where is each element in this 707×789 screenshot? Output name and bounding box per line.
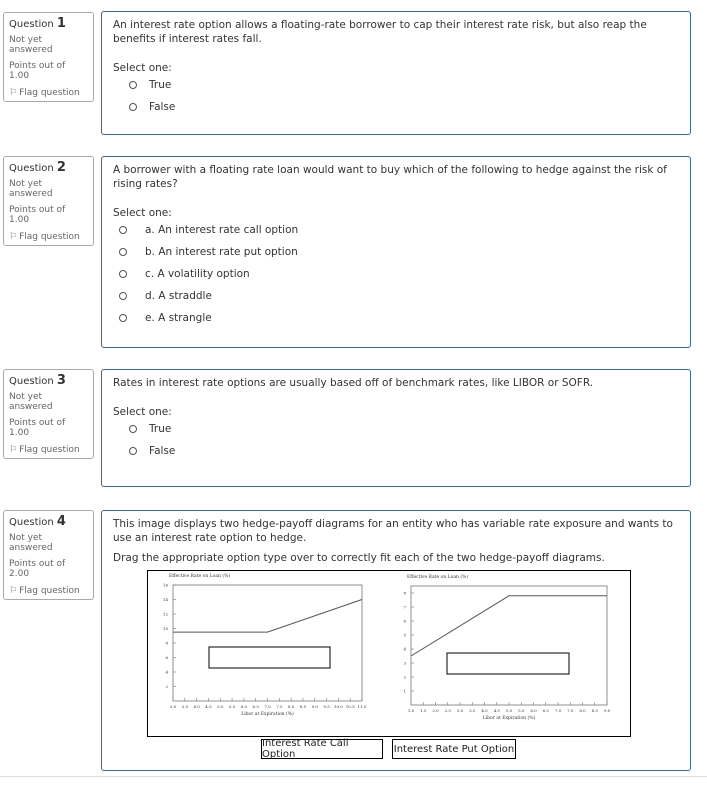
chart2-x-tick-label: 8.5 [591,708,598,713]
question-points: Points out of 1.00 [9,61,66,81]
chart2-y-tick-label: 5 [403,632,406,638]
drag-item-put-option[interactable]: Interest Rate Put Option [392,739,516,759]
chart2-x-tick-label: 4.0 [481,708,488,713]
select-one-prompt: Select one: [113,207,172,219]
chart2-x-tick-label: 7.5 [567,708,574,713]
question-instruction: Drag the appropriate option type over to correctly fit each of the two hedge-payoff diagrams. [113,552,605,564]
flag-question-button[interactable]: ⚐ Flag question [9,88,80,98]
chart1-x-tick-label: 9.5 [323,704,330,709]
question-number: Question 1 [9,16,66,31]
answer-option-true[interactable]: True [113,418,679,440]
radio-button[interactable] [119,314,127,322]
hedge-payoff-diagrams [147,570,631,737]
radio-button[interactable] [119,292,127,300]
answer-option-a[interactable]: a. An interest rate call option [113,219,679,241]
question-points: Points out of 1.00 [9,205,66,225]
chart1-y-tick-label: 8 [165,640,168,646]
question-info-4 [3,510,94,600]
chart1-y-tick-label: 10 [162,626,168,631]
chart2-plot-frame [411,586,607,705]
chart2-y-tick-label: 3 [403,660,406,666]
chart1-x-axis-label: Libor at Expiration (%) [241,712,294,717]
answer-option-false[interactable]: False [113,440,679,462]
flag-question-button[interactable]: ⚐ Flag question [9,445,80,455]
chart1-y-tick-label: 4 [165,669,168,675]
radio-button[interactable] [119,270,127,278]
chart2-x-tick-label: 6.5 [542,708,549,713]
answer-option-c[interactable]: c. A volatility option [113,263,679,285]
chart1-x-tick-label: 3.5 [181,704,188,709]
chart1-y-tick-label: 16 [162,582,168,588]
chart2-x-tick-label: 1.0 [407,708,415,713]
chart2-x-tick-label: 7.0 [554,708,562,713]
chart1-drop-zone[interactable] [209,647,330,668]
chart1-x-tick-label: 8.5 [299,704,307,709]
question-text: This image displays two hedge-payoff diagrams for an entity who has variable rate exposure and wants to use an interest rate option to hedge. [113,518,673,544]
chart1-x-tick-label: 7.0 [264,704,271,709]
radio-button[interactable] [129,81,137,89]
question-state: Not yet answered [9,533,53,553]
chart2-x-tick-label: 2.5 [444,708,451,713]
answer-option-b[interactable]: b. An interest rate put option [113,241,679,263]
chart1-y-tick-label: 2 [165,684,168,689]
flag-question-button[interactable]: ⚐ Flag question [9,232,80,242]
question-content-1 [101,11,691,135]
chart1-x-tick-label: 11.0 [357,704,367,709]
chart2-x-tick-label: 3.5 [469,708,476,713]
question-number: Question 3 [9,373,66,388]
chart1-x-tick-label: 5.5 [228,704,236,709]
question-info-2 [3,156,94,246]
chart2-x-tick-label: 8.0 [579,708,586,713]
chart2-x-tick-label: 9.0 [603,708,611,713]
chart1-y-tick-label: 6 [165,655,168,660]
question-text: An interest rate option allows a floating-rate borrower to cap their interest rate risk, but also reap the benefits if interest rates fall. [113,19,647,45]
chart1-x-tick-label: 6.5 [252,704,259,709]
chart1-x-tick-label: 10.5 [345,704,355,709]
radio-button[interactable] [129,447,137,455]
chart2-x-axis-label: Libor at Expiration (%) [482,716,536,721]
chart2-x-tick-label: 6.0 [530,708,537,713]
chart2-y-tick-label: 7 [403,604,406,610]
flag-icon: ⚐ [9,586,18,596]
question-text: Rates in interest rate options are usually based off of benchmark rates, like LIBOR or SOFR. [113,377,594,389]
chart1-x-tick-label: 4.0 [193,704,200,709]
chart1-x-tick-label: 3.0 [169,704,177,709]
chart2-drop-zone[interactable] [447,653,569,674]
chart2-y-tick-label: 8 [403,590,406,596]
select-one-prompt: Select one: [113,62,172,74]
chart1-payoff-line [173,600,362,633]
question-text: A borrower with a floating rate loan would want to buy which of the following to hedge against the risk of rising rates? [113,164,667,190]
chart1-y-tick-label: 14 [162,597,168,602]
chart2-x-tick-label: 3.0 [456,708,464,713]
flag-icon: ⚐ [9,445,18,455]
radio-button[interactable] [129,103,137,111]
chart2-y-tick-label: 2 [403,674,406,680]
question-points: Points out of 2.00 [9,559,66,579]
chart2-x-tick-label: 5.5 [518,708,525,713]
question-content-2 [101,156,691,348]
chart1-x-tick-label: 8.0 [287,704,295,709]
answer-option-false[interactable]: False [113,96,679,118]
question-content-3 [101,369,691,487]
chart2-y-tick-label: 4 [403,646,406,652]
chart2-y-axis-label: Effective Rate on Loan (%) [407,575,469,580]
chart1-x-tick-label: 5.0 [217,704,224,709]
answer-option-true[interactable]: True [113,74,679,96]
question-points: Points out of 1.00 [9,418,66,438]
radio-button[interactable] [119,226,127,234]
flag-icon: ⚐ [9,88,18,98]
radio-button[interactable] [129,425,137,433]
chart1-x-tick-label: 6.0 [240,704,248,709]
footer-divider [0,776,707,777]
chart1-y-axis-label: Effective Rate on Loan (%) [169,574,231,579]
flag-icon: ⚐ [9,232,18,242]
answer-option-d[interactable]: d. A straddle [113,285,679,307]
question-state: Not yet answered [9,35,53,55]
chart2-x-tick-label: 5.0 [505,708,513,713]
question-state: Not yet answered [9,392,53,412]
drag-item-call-option[interactable]: Interest Rate Call Option [261,739,383,759]
chart2-y-tick-label: 1 [403,688,406,694]
chart2-y-tick-label: 6 [403,618,406,624]
answer-option-e[interactable]: e. A strangle [113,307,679,329]
question-state: Not yet answered [9,179,53,199]
question-info-1 [3,12,94,102]
chart1-y-tick-label: 12 [162,611,168,617]
question-number: Question 4 [9,514,66,529]
chart2-x-tick-label: 1.5 [420,708,427,713]
select-one-prompt: Select one: [113,406,172,418]
question-info-3 [3,369,94,459]
question-number: Question 2 [9,160,66,175]
charts-svg [148,571,630,736]
question-content-4 [101,510,691,771]
chart1-plot-frame [173,585,362,701]
chart2-payoff-line [411,596,607,656]
flag-question-button[interactable]: ⚐ Flag question [9,586,80,596]
chart1-x-tick-label: 9.0 [311,704,318,709]
chart1-x-tick-label: 10.0 [333,704,343,709]
chart1-x-tick-label: 4.5 [205,704,212,709]
chart1-x-tick-label: 7.5 [276,704,283,709]
chart2-x-tick-label: 4.5 [493,708,500,713]
chart2-x-tick-label: 2.0 [432,708,439,713]
radio-button[interactable] [119,248,127,256]
